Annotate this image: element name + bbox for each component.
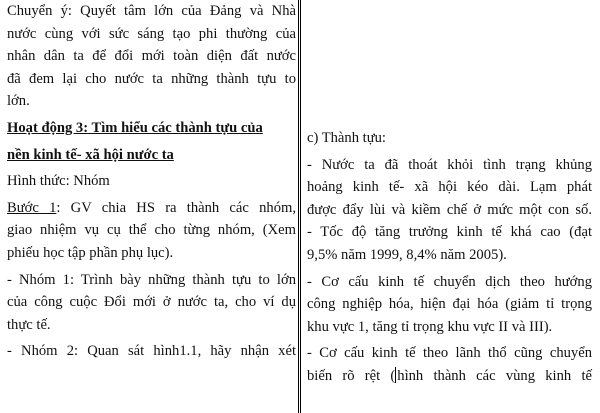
group2-paragraph — [7, 340, 296, 363]
left-column — [7, 0, 296, 363]
intro-line: nhân dân ta để đổi mới toàn diện đất nước — [7, 48, 296, 65]
activity-heading — [7, 117, 296, 166]
bullet-line: 9,5% năm 1999, 8,4% năm 2005). — [307, 246, 507, 263]
bullet-line: công nghiệp hóa, hiện đại hóa (giảm tỉ trọng — [307, 296, 592, 313]
bullet-line: - Cơ cấu kinh tế theo lãnh thổ cũng chuyển — [307, 345, 592, 362]
intro-line: lớn. — [7, 93, 30, 110]
intro-line: nước cùng với sức sáng tạo phi thường của — [7, 25, 296, 42]
form-line: Hình thức: Nhóm — [7, 173, 110, 190]
section-title: c) Thành tựu: — [307, 130, 386, 146]
step-paragraph — [7, 197, 296, 265]
bullet-line: biến rõ rệt ( hình thành các vùng kinh tế — [307, 367, 592, 384]
group1-paragraph — [7, 269, 296, 337]
group1-line: - Nhóm 1: Trình bày những thành tựu to lớn — [7, 271, 296, 288]
heading-line: nền kinh tế- xã hội nước ta — [7, 146, 174, 163]
table-border-left — [298, 0, 299, 413]
bullet-line: hoảng kinh tế- xã hội kéo dài. Lạm phát — [307, 179, 592, 196]
heading-line: Hoạt động 3: Tìm hiểu các thành tựu của — [7, 119, 263, 136]
bullet-line: khu vực 1, tăng tỉ trọng khu vực II và III). — [307, 318, 553, 335]
step-line: giao nhiệm vụ cụ thể cho từng nhóm, (Xem — [7, 222, 296, 239]
bullet-1 — [307, 154, 592, 222]
bullet-line: được đẩy lùi và kiềm chế ở mức một con số. — [307, 201, 592, 218]
step-line: phiếu học tập phần phụ lục). — [7, 244, 174, 261]
group1-line: thực tế. — [7, 316, 51, 333]
bullet-3 — [307, 271, 592, 339]
right-column — [307, 127, 592, 388]
bullet-2 — [307, 221, 592, 266]
bullet-line: - Cơ cấu kinh tế chuyển dịch theo hướng — [307, 273, 592, 290]
table-border-right — [300, 0, 301, 413]
bullet-line: - Tốc độ tăng trưởng kinh tế khá cao (đạt — [307, 224, 592, 241]
intro-paragraph — [7, 0, 296, 113]
step-label: Bước 1 — [7, 199, 57, 216]
step-line: Bước 1: GV chia HS ra thành các nhóm, — [7, 199, 296, 216]
group2-line: - Nhóm 2: Quan sát hình1.1, hãy nhận xét — [7, 343, 296, 360]
intro-line: Chuyển ý: Quyết tâm lớn của Đảng và Nhà — [7, 3, 296, 19]
group1-line: của công cuộc Đổi mới ở nước ta, cho ví dụ — [7, 294, 296, 311]
bullet-line: - Nước ta đã thoát khỏi tình trạng khủng — [307, 156, 592, 173]
intro-line: đã đem lại cho nước ta những thành tựu to — [7, 70, 296, 87]
bullet-4 — [307, 342, 592, 387]
